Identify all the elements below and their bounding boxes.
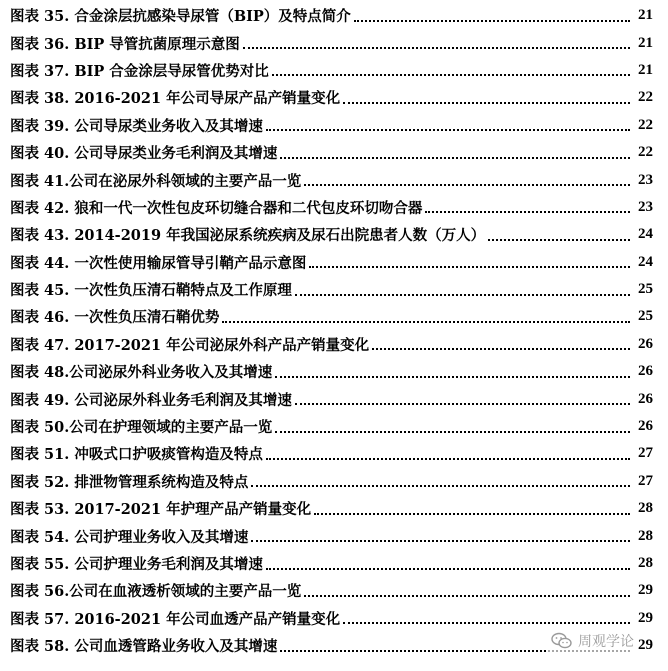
toc-dot-leader	[266, 129, 630, 131]
toc-entry[interactable]	[10, 221, 653, 248]
toc-dot-leader	[314, 513, 630, 515]
toc-dot-leader	[304, 595, 630, 597]
toc-page-number: 25	[638, 281, 653, 298]
toc-dot-leader	[272, 74, 630, 76]
toc-dot-leader	[425, 211, 630, 213]
toc-entry[interactable]	[10, 112, 653, 139]
toc-dot-leader	[266, 568, 630, 570]
toc-dot-leader	[251, 540, 630, 542]
toc-dot-leader	[280, 157, 630, 159]
toc-page-number: 27	[638, 472, 653, 489]
toc-entry-title: 图表 50.公司在护理领域的主要产品一览	[10, 419, 273, 437]
toc-page-number: 29	[638, 637, 653, 654]
toc-entry[interactable]	[10, 57, 653, 84]
toc-dot-leader	[243, 47, 630, 49]
toc-entry[interactable]	[10, 358, 653, 385]
toc-entry[interactable]	[10, 249, 653, 276]
toc-dot-leader	[343, 102, 630, 104]
toc-entry[interactable]	[10, 2, 653, 29]
toc-entry[interactable]	[10, 495, 653, 522]
toc-page-number: 26	[638, 335, 653, 352]
toc-page-number: 27	[638, 445, 653, 462]
toc-dot-leader	[295, 403, 630, 405]
toc-entry-title: 图表 42. 狼和一代一次性包皮环切缝合器和二代包皮环切吻合器	[10, 199, 423, 217]
toc-entry[interactable]	[10, 84, 653, 111]
toc-dot-leader	[275, 376, 630, 378]
toc-entry-title: 图表 37. BIP 合金涂层导尿管优势对比	[10, 62, 269, 80]
toc-entry-title: 图表 52. 排泄物管理系统构造及特点	[10, 473, 249, 491]
toc-page-number: 25	[638, 308, 653, 325]
toc-page-number: 22	[638, 144, 653, 161]
toc-dot-leader	[266, 458, 630, 460]
toc-entry[interactable]	[10, 29, 653, 56]
toc-entry-title: 图表 40. 公司导尿类业务毛利润及其增速	[10, 145, 278, 163]
toc-entry[interactable]	[10, 166, 653, 193]
toc-page-number: 29	[638, 582, 653, 599]
toc-entry[interactable]	[10, 440, 653, 467]
toc-dot-leader	[304, 184, 630, 186]
toc-entry-title: 图表 55. 公司护理业务毛利润及其增速	[10, 556, 263, 573]
toc-page-number: 24	[638, 253, 653, 270]
toc-dot-leader	[275, 431, 630, 433]
toc-entry-title: 图表 41.公司在泌尿外科领域的主要产品一览	[10, 172, 302, 190]
toc-dot-leader	[343, 622, 630, 624]
toc-dot-leader	[354, 20, 630, 22]
toc-entry[interactable]	[10, 605, 653, 632]
toc-entry-title: 图表 43. 2014-2019 年我国泌尿系统疾病及尿石出院患者人数（万人）	[10, 227, 486, 245]
toc-entry[interactable]	[10, 331, 653, 358]
toc-page-number: 26	[638, 390, 653, 407]
toc-entry[interactable]	[10, 303, 653, 330]
toc-page-number: 22	[638, 116, 653, 133]
toc-entry-title: 图表 53. 2017-2021 年护理产品产销量变化	[10, 501, 312, 519]
wechat-icon	[551, 632, 573, 650]
toc-dot-leader	[295, 294, 630, 296]
toc-entry-title: 图表 57. 2016-2021 年公司血透产品产销量变化	[10, 610, 341, 628]
toc-dot-leader	[251, 485, 630, 487]
toc-page-number: 23	[638, 198, 653, 215]
toc-entry[interactable]	[10, 577, 653, 604]
toc-entry[interactable]	[10, 468, 653, 495]
toc-dot-leader	[488, 239, 630, 241]
toc-entry[interactable]	[10, 550, 653, 577]
toc-entry-title: 图表 38. 2016-2021 年公司导尿产品产销量变化	[10, 90, 341, 108]
toc-entry-title: 图表 46. 一次性负压清石鞘优势	[10, 309, 220, 327]
toc-entry[interactable]	[10, 522, 653, 549]
toc-entry-title: 图表 47. 2017-2021 年公司泌尿外科产品产销量变化	[10, 336, 370, 354]
toc-entry[interactable]	[10, 413, 653, 440]
toc-entry[interactable]	[10, 385, 653, 412]
toc-page-number: 29	[638, 609, 653, 626]
toc-page-number: 24	[638, 226, 653, 243]
watermark	[548, 630, 637, 652]
toc-page-number: 28	[638, 500, 653, 517]
toc-dot-leader	[372, 348, 630, 350]
toc-entry-title: 图表 36. BIP 导管抗菌原理示意图	[10, 35, 240, 53]
toc-page-number: 21	[638, 61, 653, 78]
watermark-text: 周观学论	[578, 634, 634, 650]
toc-entry-title: 图表 35. 合金涂层抗感染导尿管（BIP）及特点简介	[10, 8, 351, 26]
toc-page-number: 28	[638, 555, 653, 571]
toc-page-number: 26	[638, 363, 653, 380]
toc-entry-title: 图表 58. 公司血透管路业务收入及其增速	[10, 638, 278, 656]
toc-entry-title: 图表 39. 公司导尿类业务收入及其增速	[10, 117, 263, 135]
toc-entry[interactable]	[10, 139, 653, 166]
toc-page-number: 21	[638, 7, 653, 24]
toc-entry[interactable]	[10, 194, 653, 221]
toc-entry-title: 图表 45. 一次性负压清石鞘特点及工作原理	[10, 282, 292, 300]
toc-entry-title: 图表 49. 公司泌尿外科业务毛利润及其增速	[10, 391, 292, 409]
toc-page-number: 22	[638, 89, 653, 106]
toc-entry-title: 图表 51. 冲吸式口护吸痰管构造及特点	[10, 446, 263, 464]
toc-entry-title: 图表 56.公司在血液透析领域的主要产品一览	[10, 583, 302, 601]
toc-dot-leader	[222, 321, 630, 323]
toc-page-number: 23	[638, 171, 653, 188]
toc-page-number: 28	[638, 527, 653, 544]
toc-entry-title: 图表 54. 公司护理业务收入及其增速	[10, 528, 249, 546]
toc-page-number: 21	[638, 34, 653, 51]
toc-entry[interactable]	[10, 276, 653, 303]
toc-page-number: 26	[638, 418, 653, 435]
toc-dot-leader	[309, 266, 630, 268]
table-of-figures	[10, 2, 653, 659]
toc-entry-title: 图表 48.公司泌尿外科业务收入及其增速	[10, 364, 273, 382]
toc-entry-title: 图表 44. 一次性使用输尿管导引鞘产品示意图	[10, 254, 307, 272]
